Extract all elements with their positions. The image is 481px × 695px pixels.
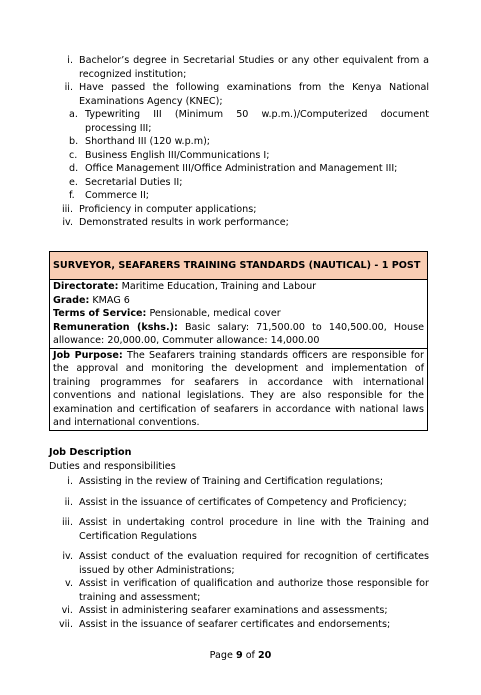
sublist-item <box>69 108 429 135</box>
subitem-text: Typewriting III (Minimum 50 w.p.m.)/Computerized document processing III; <box>85 109 429 134</box>
item-text: Assist in administering seafarer examinations and assessments; <box>79 605 388 616</box>
item-number: iii. <box>61 517 73 528</box>
list-item <box>49 203 429 217</box>
page-total: 20 <box>258 650 272 661</box>
remuneration-label: Remuneration (kshs.): <box>53 321 178 333</box>
remuneration-row <box>50 321 427 349</box>
item-text: Assisting in the review of Training and Certification regulations; <box>79 476 384 487</box>
page-prefix: Page <box>209 650 233 661</box>
list-item <box>49 516 429 543</box>
subitem-text: Commerce II; <box>85 190 150 201</box>
subitem-letter: e. <box>69 176 78 188</box>
item-text: Have passed the following examinations from the Kenya National Examinations Agency (KNEC); <box>79 82 429 107</box>
item-number: vi. <box>61 605 73 616</box>
terms-row <box>50 307 427 321</box>
page-of: of <box>245 650 255 661</box>
grade-value: KMAG 6 <box>92 294 130 306</box>
job-description-section <box>49 446 429 631</box>
job-description-title: Job Description <box>49 447 132 458</box>
terms-label: Terms of Service: <box>53 308 147 319</box>
remuneration-value: Basic salary: 71,500.00 to 140,500.00, House allowance: 20,000.00, Commuter allowance: 14,000.00 <box>53 321 424 346</box>
subitem-text: Business English III/Communications I; <box>85 149 270 161</box>
item-number: ii. <box>64 496 73 508</box>
subitem-letter: d. <box>69 163 79 174</box>
post-details-box <box>49 251 428 431</box>
duties-list <box>49 475 429 631</box>
exam-sublist <box>49 108 429 203</box>
directorate-value: Maritime Education, Training and Labour <box>121 281 317 292</box>
subitem-text: Office Management III/Office Administration and Management III; <box>85 163 398 174</box>
post-title: SURVEYOR, SEAFARERS TRAINING STANDARDS (NAUTICAL) - 1 POST <box>50 252 427 280</box>
grade-row <box>50 294 427 308</box>
job-purpose-row <box>50 349 427 430</box>
duties-subtitle: Duties and responsibilities <box>49 460 176 472</box>
grade-label: Grade: <box>53 294 90 306</box>
list-item <box>49 496 429 510</box>
directorate-label: Directorate: <box>53 281 119 292</box>
subitem-text: Secretarial Duties II; <box>85 176 183 188</box>
requirements-list <box>49 54 429 230</box>
item-text: Proficiency in computer applications; <box>79 203 257 215</box>
subitem-letter: f. <box>69 190 75 201</box>
item-number: ii. <box>64 82 73 93</box>
list-item <box>49 81 429 108</box>
page-footer <box>0 649 481 663</box>
item-text: Assist in verification of qualification and authorize those responsible for training and assessment; <box>79 578 429 603</box>
item-text: Assist in the issuance of certificates of Competency and Proficiency; <box>79 496 407 508</box>
item-number: i. <box>67 55 73 66</box>
subitem-letter: c. <box>69 149 78 161</box>
job-purpose-text: The Seafarers training standards officers are responsible for the approval and monitoring the development and implementation of training programmes for seafarers in accordance with international conventions and national legislations. They are also responsible for the examination and certification of seafarers in accordance with national laws and international conventions. <box>53 349 424 428</box>
sublist-item <box>69 162 429 176</box>
item-text: Assist in undertaking control procedure in line with the Training and Certification Regulations <box>79 517 429 542</box>
item-number: iii. <box>61 203 73 215</box>
item-text: Demonstrated results in work performance; <box>79 217 289 228</box>
list-item <box>49 216 429 230</box>
sublist-item <box>69 176 429 190</box>
item-text: Bachelor’s degree in Secretarial Studies or any other equivalent from a recognized institution; <box>79 55 429 80</box>
sublist-item <box>69 189 429 203</box>
sublist-item <box>69 149 429 163</box>
job-purpose-label: Job Purpose: <box>53 349 123 361</box>
subitem-letter: b. <box>69 136 79 147</box>
item-number: i. <box>67 476 73 487</box>
item-number: iv. <box>62 551 73 562</box>
list-item <box>49 604 429 618</box>
list-item <box>49 475 429 489</box>
page-current: 9 <box>235 650 243 661</box>
list-item <box>49 550 429 577</box>
item-text: Assist in the issuance of seafarer certificates and endorsements; <box>79 618 391 630</box>
item-text: Assist conduct of the evaluation required for recognition of certificates issued by other Administrations; <box>79 551 429 576</box>
terms-value: Pensionable, medical cover <box>149 308 281 319</box>
list-item <box>49 577 429 604</box>
item-number: vii. <box>58 618 73 630</box>
list-item <box>49 54 429 81</box>
list-item <box>49 618 429 632</box>
item-number: iv. <box>62 217 73 228</box>
subitem-text: Shorthand III (120 w.p.m); <box>85 136 211 147</box>
sublist-item <box>69 135 429 149</box>
subitem-letter: a. <box>69 109 78 120</box>
directorate-row <box>50 280 427 294</box>
item-number: v. <box>65 578 73 589</box>
